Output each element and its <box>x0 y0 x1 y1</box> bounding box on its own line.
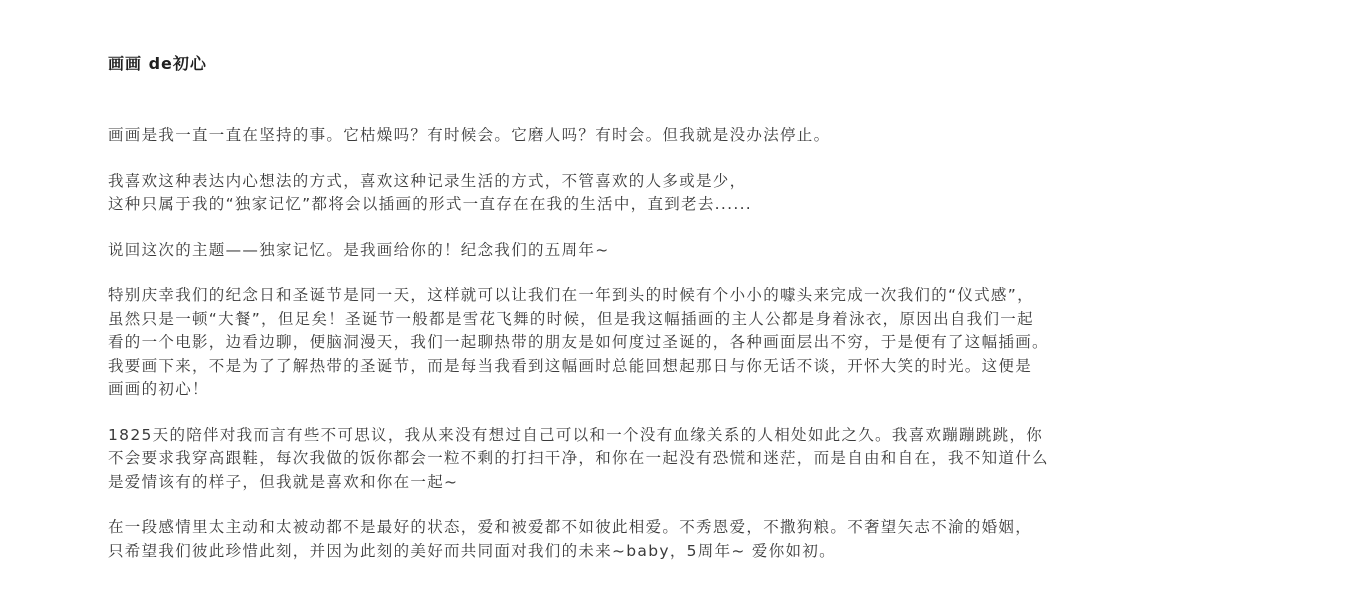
paragraph-line: 1825天的陪伴对我而言有些不可思议，我从来没有想过自己可以和一个没有血缘关系的人相处如此之久。我喜欢蹦蹦跳跳，你 <box>108 425 1044 444</box>
paragraph-line: 是爱情该有的样子，但我就是喜欢和你在一起~ <box>108 472 459 491</box>
paragraph-3 <box>108 239 1188 263</box>
paragraph-5 <box>108 424 1188 495</box>
paragraph-line: 只希望我们彼此珍惜此刻，并因为此刻的美好而共同面对我们的未来~baby，5周年~ 爱你如初。 <box>108 541 836 560</box>
paragraph-line: 画画的初心！ <box>108 380 209 398</box>
paragraph-line: 看的一个电影，边看边聊，便脑洞漫天，我们一起聊热带的朋友是如何度过圣诞的，各种画面层出不穷，于是便有了这幅插画。 <box>108 333 1049 351</box>
paragraph-line: 这种只属于我的“独家记忆”都将会以插画的形式一直存在在我的生活中，直到老去...... <box>108 195 753 213</box>
paragraph-line: 特别庆幸我们的纪念日和圣诞节是同一天，这样就可以让我们在一年到头的时候有个小小的噱头来完成一次我们的“仪式感”， <box>108 286 1034 304</box>
paragraph-line: 我要画下来，不是为了了解热带的圣诞节，而是每当我看到这幅画时总能回想起那日与你无话不谈，开怀大笑的时光。这便是 <box>108 356 1033 375</box>
paragraph-line: 虽然只是一顿“大餐”，但足矣！圣诞节一般都是雪花飞舞的时候，但是我这幅插画的主人公都是身着泳衣，原因出自我们一起 <box>108 309 1034 328</box>
paragraph-1 <box>108 124 1188 148</box>
paragraph-4 <box>108 284 1188 402</box>
paragraph-2 <box>108 170 1188 217</box>
paragraph-line: 不会要求我穿高跟鞋，每次我做的饭你都会一粒不剩的打扫干净，和你在一起没有恐慌和迷茫，而是自由和自在，我不知道什么 <box>108 449 1049 467</box>
paragraph-6 <box>108 516 1188 563</box>
paragraph-line: 画画是我一直一直在坚持的事。它枯燥吗？有时候会。它磨人吗？有时会。但我就是没办法停止。 <box>108 126 831 144</box>
paragraph-line: 在一段感情里太主动和太被动都不是最好的状态，爱和被爱都不如彼此相爱。不秀恩爱，不撒狗粮。不奢望矢志不渝的婚姻， <box>108 518 1033 536</box>
paragraph-line: 说回这次的主题——独家记忆。是我画给你的！纪念我们的五周年~ <box>108 240 610 259</box>
article-title: 画画 de初心 <box>108 54 207 73</box>
paragraph-line: 我喜欢这种表达内心想法的方式，喜欢这种记录生活的方式，不管喜欢的人多或是少， <box>108 171 747 190</box>
article-body <box>108 124 1188 585</box>
